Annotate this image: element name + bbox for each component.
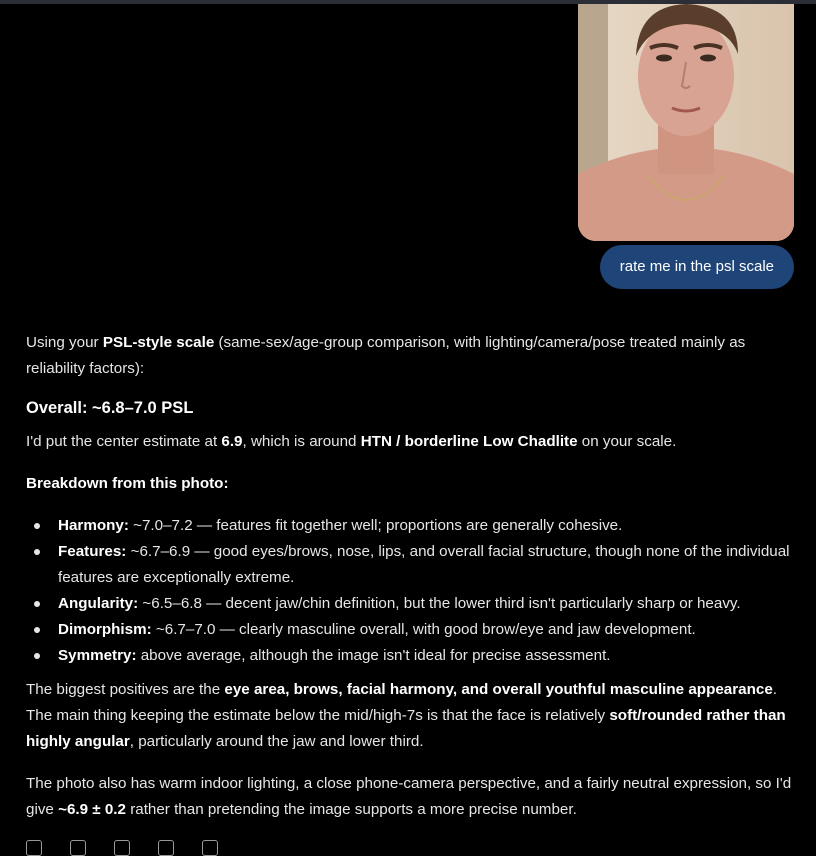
positives-bold-2: soft/rounded rather than highly angular (26, 707, 786, 750)
estimate-value: 6.9 (221, 433, 243, 450)
list-item (26, 539, 792, 591)
estimate-text-mid: , which is around (242, 433, 361, 450)
bullet-icon (34, 549, 40, 555)
list-item-text: ~6.7–6.9 — good eyes/brows, nose, lips, and overall facial structure, though none of the individual features are exceptionally extreme. (58, 543, 790, 586)
breakdown-heading-text: Breakdown from this photo: (26, 475, 229, 492)
closing-paragraph (26, 771, 792, 823)
overall-heading: Overall: ~6.8–7.0 PSL (26, 399, 194, 417)
assistant-response (26, 330, 792, 823)
breakdown-heading (26, 471, 792, 497)
list-item-text: above average, although the image isn't ideal for precise assessment. (136, 647, 611, 664)
bullet-icon (34, 601, 40, 607)
positives-paragraph (26, 677, 792, 755)
share-icon[interactable] (202, 840, 218, 856)
list-item-label: Symmetry: (58, 647, 137, 664)
user-uploaded-photo[interactable] (578, 4, 794, 241)
list-item-label: Harmony: (58, 517, 129, 534)
list-item (26, 591, 792, 617)
estimate-category: HTN / borderline Low Chadlite (360, 433, 578, 450)
copy-icon[interactable] (26, 840, 42, 856)
list-item (26, 643, 792, 669)
intro-paragraph (26, 330, 792, 382)
estimate-text-end: on your scale. (577, 433, 677, 450)
estimate-paragraph (26, 429, 792, 455)
list-item-label: Dimorphism: (58, 621, 152, 638)
bullet-icon (34, 627, 40, 633)
bullet-icon (34, 523, 40, 529)
intro-text: Using your (26, 334, 103, 351)
list-item (26, 513, 792, 539)
list-item-label: Features: (58, 543, 127, 560)
thumbs-up-icon[interactable] (70, 840, 86, 856)
user-message-text: rate me in the psl scale (619, 258, 774, 275)
positives-bold: eye area, brows, facial harmony, and overall youthful masculine appearance (224, 681, 773, 698)
thumbs-down-icon[interactable] (114, 840, 130, 856)
list-item-text: ~6.7–7.0 — clearly masculine overall, with good brow/eye and jaw development. (151, 621, 696, 638)
positives-text: The biggest positives are the (26, 681, 225, 698)
closing-bold: ~6.9 ± 0.2 (58, 801, 126, 818)
intro-bold: PSL-style scale (102, 334, 215, 351)
intro-text-end: (same-sex/age-group comparison, with lighting/camera/pose treated mainly as reliability factors): (26, 334, 746, 377)
positives-text-mid: . The main thing keeping the estimate below the mid/high-7s is that the face is relatively (26, 681, 777, 724)
user-message-bubble (600, 245, 794, 289)
regenerate-icon[interactable] (158, 840, 174, 856)
positives-text-end: , particularly around the jaw and lower third. (129, 733, 424, 750)
estimate-text: I'd put the center estimate at (26, 433, 222, 450)
list-item-text: ~6.5–6.8 — decent jaw/chin definition, but the lower third isn't particularly sharp or heavy. (138, 595, 741, 612)
bullet-icon (34, 653, 40, 659)
list-item (26, 617, 792, 643)
list-item-label: Angularity: (58, 595, 139, 612)
breakdown-list (26, 513, 792, 669)
message-actions (26, 840, 218, 856)
closing-text-end: rather than pretending the image supports a more precise number. (125, 801, 577, 818)
closing-text: The photo also has warm indoor lighting, a close phone-camera perspective, and a fairly neutral expression, so I'd give (26, 775, 792, 818)
list-item-text: ~7.0–7.2 — features fit together well; proportions are generally cohesive. (128, 517, 623, 534)
